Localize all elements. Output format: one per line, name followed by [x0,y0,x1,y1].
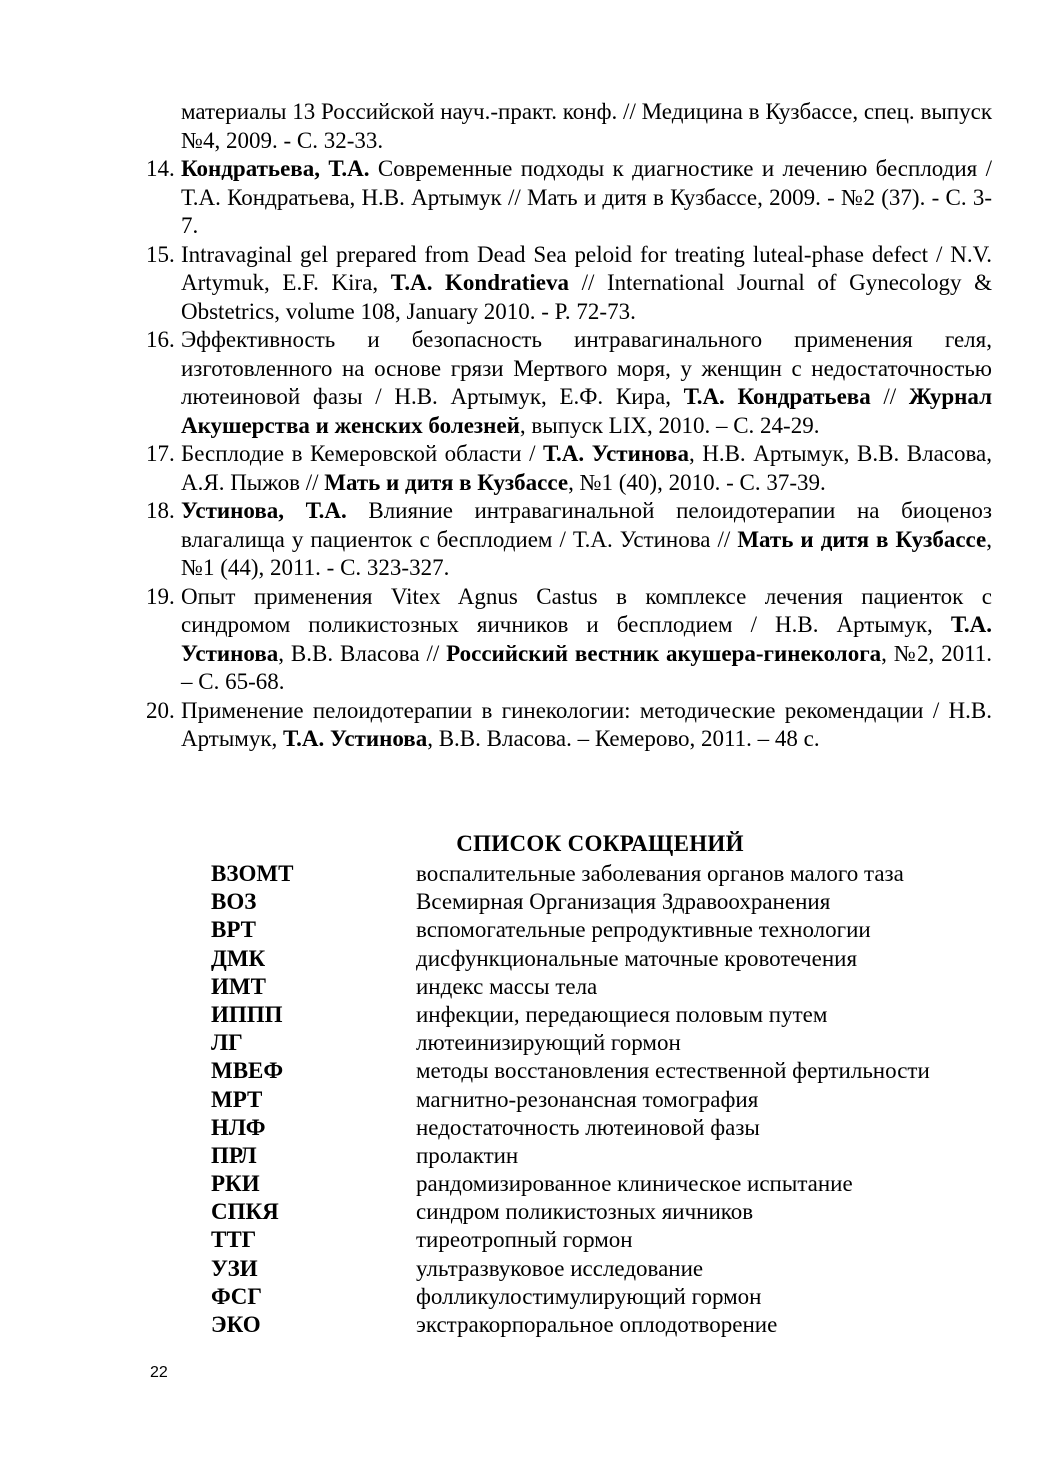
reference-segment: Влияние интравагинальной пелоидотерапии на биоценоз влагалища у пациенток с бесплодием / Т.А. Устинова // [181,498,993,552]
abbreviation-row [211,973,1001,1001]
reference-segment: Применение пелоидотерапии в гинекологии: методические рекомендации / Н.В. Артымук, [181,697,992,751]
reference-segment: , №1 (40), 2010. - С. 37-39. [568,469,826,495]
reference-number: 15. [146,241,175,267]
reference-segment: , Н.В. Артымук, В.В. Власова, А.Я. Пыжов // [181,441,992,495]
abbreviation-row [211,1311,1001,1339]
reference-bold-segment: T.A. Kondratieva [390,270,569,295]
abbreviation-code: МРТ [211,1086,263,1112]
abbreviation-row [211,1142,1001,1170]
reference-segment: материалы 13 Российской науч.-практ. конф. // Медицина в Кузбассе, спец. выпуск №4, 2009. - С. 32-33. [181,99,992,153]
reference-segment: Intravaginal gel prepared from Dead Sea peloid for treating luteal-phase defect / N.V. Artymuk, E.F. Kira, [181,241,992,295]
reference-text [181,441,992,495]
reference-bold-segment: Кондратьева, Т.А. [181,156,370,181]
reference-item [146,98,992,155]
abbreviation-definition: недостаточность лютеиновой фазы [416,1114,760,1140]
abbreviation-code: ВРТ [211,917,257,943]
abbreviation-code: ТТГ [211,1227,257,1253]
reference-text [181,242,992,324]
reference-text [181,156,992,238]
reference-segment: , В.В. Власова. – Кемерово, 2011. – 48 с. [427,726,820,751]
abbreviation-code: ДМК [211,945,266,971]
abbreviation-definition: дисфункциональные маточные кровотечения [416,945,858,971]
abbreviation-definition: рандомизированное клиническое испытание [416,1171,853,1197]
abbreviation-code: ИППП [211,1001,283,1027]
reference-number: 20. [146,697,175,723]
abbreviation-row [211,1114,1001,1142]
reference-text [181,99,992,153]
reference-text [181,584,992,695]
reference-segment: Эффективность и безопасность интравагинального применения геля, изготовленного на основе грязи Мертвого моря, у женщин с недостаточностью лютеиновой фазы / Н.В. Артымук, Е.Ф. Кира, [181,327,992,409]
abbreviation-definition: синдром поликистозных яичников [416,1199,754,1225]
abbreviation-definition: тиреотропный гормон [416,1227,633,1253]
reference-segment: Современные подходы к диагностике и лечению бесплодия / Т.А. Кондратьева, Н.В. Артымук // Мать и дитя в Кузбассе, 2009. - №2 (37). - С. 3-7. [181,156,992,238]
abbreviation-definition: вспомогательные репродуктивные технологии [416,917,871,943]
reference-segment: Бесплодие в Кемеровской области / [181,441,544,466]
abbreviation-code: ПРЛ [211,1142,257,1168]
abbreviation-row [211,1057,1001,1085]
reference-item [146,697,992,754]
reference-segment: , №1 (44), 2011. - С. 323-327. [181,526,992,580]
abbreviation-code: НЛФ [211,1114,266,1140]
reference-text [181,327,992,438]
abbreviation-row [211,888,1001,916]
reference-segment: , выпуск LIX, 2010. – С. 24-29. [519,412,820,438]
abbreviation-row [211,1198,1001,1226]
abbreviation-definition: пролактин [416,1142,519,1168]
reference-bold-segment: Т.А. Устинова [283,726,428,751]
abbreviation-definition: воспалительные заболевания органов малого таза [416,861,904,886]
reference-item [146,241,992,327]
abbreviation-code: РКИ [211,1171,260,1197]
reference-item [146,326,992,440]
abbreviation-code: СПКЯ [211,1199,279,1225]
reference-bold-segment: Российский вестник акушера-гинеколога [446,640,882,666]
reference-item [146,497,992,583]
reference-bold-segment: Мать и дитя в Кузбассе [737,526,987,552]
reference-bold-segment: Мать и дитя в Кузбассе [324,469,569,495]
reference-number: 17. [146,441,175,466]
abbreviation-row [211,1226,1001,1254]
abbreviation-definition: магнитно-резонансная томография [416,1086,759,1112]
abbreviation-code: ВОЗ [211,889,257,915]
abbreviation-code: ФСГ [211,1283,262,1309]
reference-number: 19. [146,583,175,609]
abbreviations-heading: СПИСОК СОКРАЩЕНИЙ [456,831,744,856]
abbreviation-row [211,916,1001,944]
reference-segment: // International Journal of Gynecology & Obstetrics, volume 108, January 2010. - P. 72-73. [181,270,992,324]
abbreviation-definition: фолликулостимулирующий гормон [416,1283,762,1309]
reference-item [146,155,992,241]
abbreviation-code: ЛГ [211,1030,243,1056]
reference-bold-segment: Т.А. Устинова [543,441,689,466]
abbreviations-list [211,860,1001,1339]
abbreviation-row [211,945,1001,973]
abbreviation-row [211,860,1001,888]
reference-bold-segment: Т.А. Кондратьева [683,384,871,409]
reference-segment: Опыт применения Vitex Agnus Castus в комплексе лечения пациенток с синдромом поликистозных яичников и бесплодием / Н.В. Артымук, [181,583,992,637]
reference-number: 18. [146,498,175,523]
abbreviation-definition: ультразвуковое исследование [416,1255,704,1281]
reference-segment: , В.В. Власова // [278,640,447,666]
abbreviation-code: ВЗОМТ [211,861,294,886]
abbreviation-code: УЗИ [211,1255,258,1281]
abbreviation-row [211,1170,1001,1198]
abbreviation-code: ИМТ [211,973,266,999]
abbreviation-code: ЭКО [211,1312,261,1337]
abbreviation-row [211,1029,1001,1057]
reference-item [146,583,992,697]
reference-bold-segment: Журнал Акушерства и женских болезней [181,384,992,438]
abbreviation-definition: методы восстановления естественной фертильности [416,1058,930,1084]
abbreviation-row [211,1001,1001,1029]
reference-list [146,98,992,754]
abbreviation-code: МВЕФ [211,1058,284,1084]
reference-item [146,440,992,497]
reference-segment: , №2, 2011. – С. 65-68. [181,640,993,694]
abbreviation-definition: Всемирная Организация Здравоохранения [416,889,831,915]
abbreviation-row [211,1255,1001,1283]
reference-number: 14. [146,156,175,181]
reference-bold-segment: Т.А. Устинова [181,612,992,666]
abbreviation-definition: инфекции, передающиеся половым путем [416,1001,828,1027]
abbreviation-definition: индекс массы тела [416,973,598,999]
abbreviation-row [211,1283,1001,1311]
reference-segment: // [870,384,909,409]
reference-number: 16. [146,327,175,352]
reference-bold-segment: Устинова, Т.А. [181,498,347,523]
abbreviation-definition: лютеинизирующий гормон [416,1030,681,1056]
reference-text [181,498,992,580]
abbreviation-definition: экстракорпоральное оплодотворение [416,1312,778,1337]
abbreviation-row [211,1086,1001,1114]
reference-text [181,698,992,752]
page-number: 22 [150,1364,168,1381]
